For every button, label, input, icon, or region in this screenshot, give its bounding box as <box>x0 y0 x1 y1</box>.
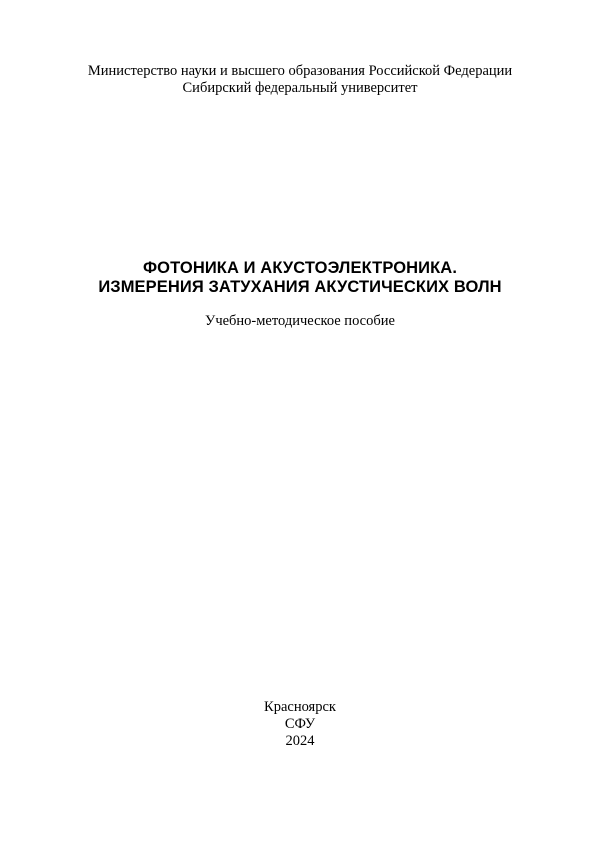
imprint-year: 2024 <box>285 733 315 749</box>
document-type: Учебно-методическое пособие <box>205 313 395 329</box>
imprint-city: Красноярск <box>264 699 336 715</box>
imprint-publisher: СФУ <box>284 716 316 732</box>
ministry-line: Министерство науки и высшего образования Российской Федерации <box>87 63 513 79</box>
title-line-2: ИЗМЕРЕНИЯ ЗАТУХАНИЯ АКУСТИЧЕСКИХ ВОЛН <box>98 278 502 296</box>
university-line: Сибирский федеральный университет <box>182 80 418 96</box>
title-line-1: ФОТОНИКА И АКУСТОЭЛЕКТРОНИКА. <box>143 259 457 277</box>
